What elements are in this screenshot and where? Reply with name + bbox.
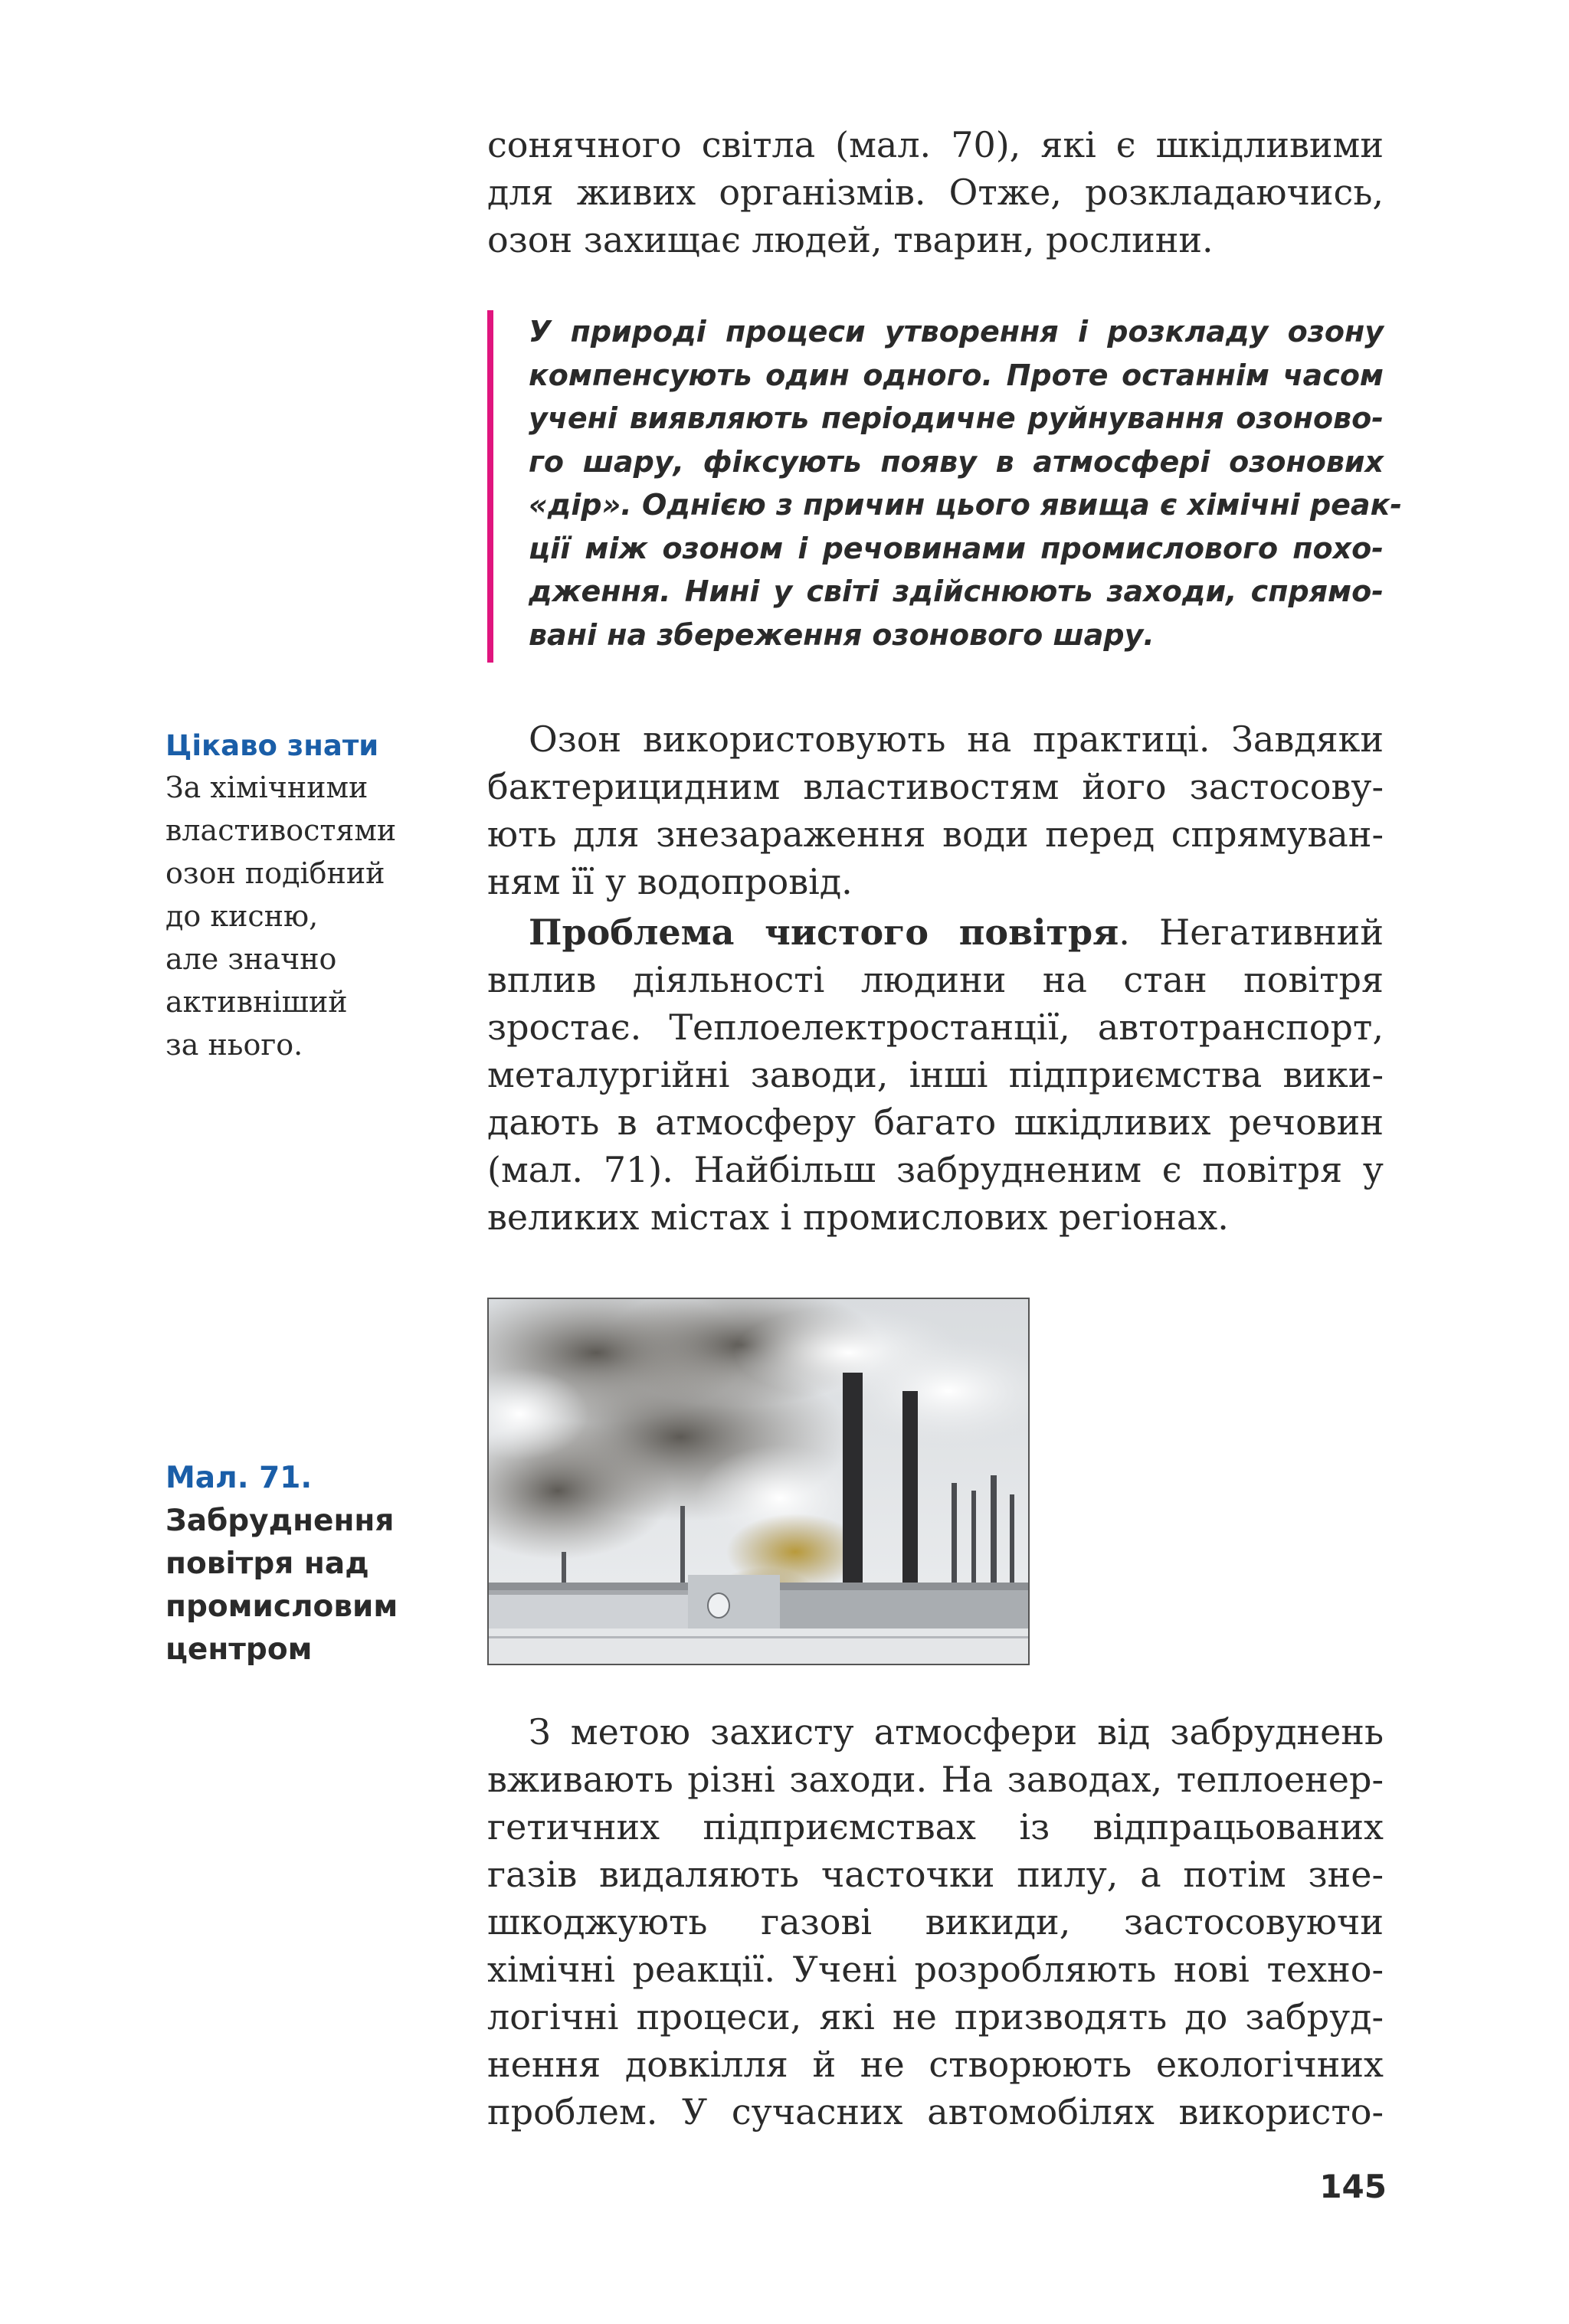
text-line: сонячного світла (мал. 70), які є шкідливими	[487, 124, 1384, 165]
figure-caption	[165, 1457, 441, 1671]
highlight-note-text	[529, 310, 1403, 656]
caption-line: повітря над	[165, 1547, 369, 1581]
side-note	[165, 726, 441, 1066]
note-line: го шару, фіксують появу в атмосфері озонових	[529, 444, 1384, 479]
text-span: З метою захисту атмосфери від забруднень	[529, 1711, 1384, 1753]
figure-caption-label: Мал. 71.	[165, 1461, 313, 1495]
side-note-line: але значно	[165, 942, 337, 976]
note-line: дження. Нині у світі здійснюють заходи, спрямо-	[529, 574, 1384, 608]
note-line: вані на збереження озонового шару.	[529, 617, 1155, 652]
text-line: (мал. 71). Найбільш забрудненим є повітря у	[487, 1149, 1384, 1190]
side-note-line: за нього.	[165, 1028, 303, 1062]
section-heading: Проблема чистого повітря	[529, 912, 1119, 953]
paragraph-clean-air	[487, 908, 1384, 1241]
note-line: компенсують один одного. Проте останнім часом	[529, 358, 1384, 392]
text-line: для живих організмів. Отже, розкладаючись,	[487, 172, 1384, 213]
text-line: ють для знезараження води перед спрямуван-	[487, 813, 1384, 855]
page-number: 145	[1319, 2168, 1387, 2205]
text-span: . Негативний	[1119, 912, 1384, 953]
note-line: У природі процеси утворення і розкладу озону	[529, 315, 1384, 349]
text-line: газів видаляють часточки пилу, а потім зне-	[487, 1854, 1384, 1895]
text-line: озон захищає людей, тварин, рослини.	[487, 219, 1214, 260]
text-line: нення довкілля й не створюють екологічних	[487, 2044, 1384, 2085]
text-line: металургійні заводи, інші підприємства вики-	[487, 1054, 1384, 1095]
text-line: вживають різні заходи. На заводах, теплоенер-	[487, 1759, 1384, 1800]
text-line: гетичних підприємствах із відпрацьованих	[487, 1806, 1384, 1848]
highlight-bar	[487, 310, 493, 663]
note-line: учені виявляють періодичне руйнування озоново-	[529, 401, 1384, 435]
note-line: «дір». Однією з причин цього явища є хімічні реак-	[529, 488, 1403, 522]
paragraph-clean-air-text	[487, 908, 1384, 1241]
text-line: хімічні реакції. Учені розробляють нові техно-	[487, 1949, 1384, 1990]
paragraph-protection-text	[487, 1708, 1384, 2136]
side-note-line: За хімічними	[165, 771, 369, 804]
highlight-note	[487, 310, 1403, 663]
paragraph-protection	[487, 1708, 1384, 2136]
figure-caption-text	[165, 1500, 441, 1671]
text-line: зростає. Теплоелектростанції, автотранспорт,	[487, 1007, 1384, 1048]
caption-line: центром	[165, 1632, 313, 1667]
pollution-photo	[487, 1298, 1030, 1665]
side-note-title: Цікаво знати	[165, 729, 379, 762]
pollution-illustration	[489, 1299, 1028, 1664]
text-line: ням її у водопровід.	[487, 861, 853, 902]
text-line: дають в атмосферу багато шкідливих речовин	[487, 1101, 1384, 1143]
text-line	[487, 1708, 1384, 1756]
caption-line: промисловим	[165, 1589, 398, 1624]
text-line: шкоджують газові викиди, застосовуючи	[487, 1901, 1384, 1943]
side-note-line: озон подібний	[165, 856, 385, 890]
text-line	[487, 715, 1384, 763]
side-note-line: до кисню,	[165, 899, 319, 933]
side-note-text	[165, 766, 441, 1066]
text-line: вплив діяльності людини на стан повітря	[487, 959, 1384, 1000]
note-line: ції між озоном і речовинами промислового похо-	[529, 531, 1384, 565]
paragraph-ozone-use	[487, 715, 1384, 905]
text-line: бактерицидним властивостям його застосову-	[487, 766, 1384, 807]
text-span: Озон використовують на практиці. Завдяки	[529, 718, 1384, 760]
caption-line: Забруднення	[165, 1504, 395, 1538]
side-note-line: активніший	[165, 985, 348, 1019]
top-paragraph-text	[487, 121, 1384, 263]
text-line	[487, 908, 1384, 956]
paragraph-ozone-use-text	[487, 715, 1384, 905]
text-line: проблем. У сучасних автомобілях використо-	[487, 2091, 1384, 2133]
text-line: логічні процеси, які не призводять до забруд-	[487, 1996, 1384, 2038]
side-note-line: властивостями	[165, 813, 397, 847]
top-paragraph	[487, 121, 1384, 263]
text-line: великих містах і промислових регіонах.	[487, 1196, 1229, 1238]
